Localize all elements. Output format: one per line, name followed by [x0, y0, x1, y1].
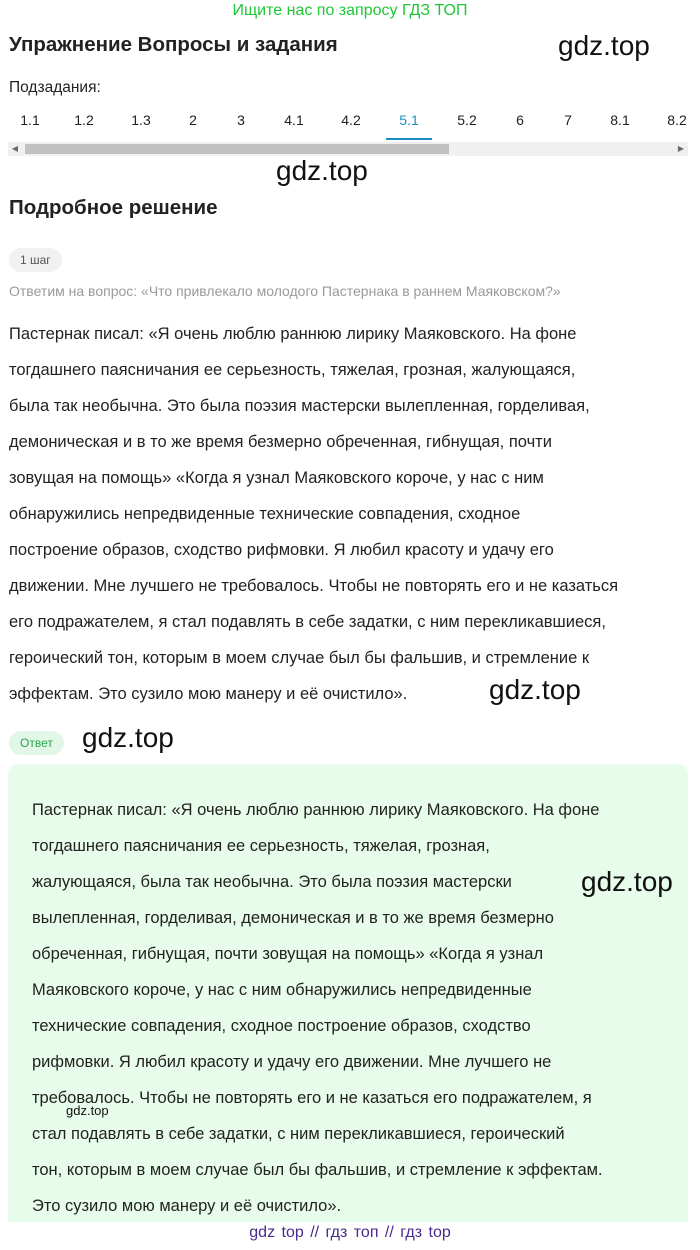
answer-line: тогдашнего паясничания ее серьезность, тяжелая, грозная,	[32, 837, 490, 855]
solution-line: эффектам. Это сузило мою манеру и её очистило».	[9, 685, 408, 703]
tab-5-2[interactable]: 5.2	[457, 112, 477, 128]
answer-line: вылепленная, горделивая, демоническая и в то же время безмерно	[32, 909, 554, 927]
watermark-small: gdz.top	[66, 1103, 109, 1118]
solution-line: героический тон, которым в моем случае был бы фальшив, и стремление к	[9, 649, 590, 667]
solution-title: Подробное решение	[9, 196, 218, 219]
watermark: gdz.top	[82, 722, 174, 753]
answer-line: тон, которым в моем случае был бы фальшив, и стремление к эффектам.	[32, 1161, 603, 1179]
footer-links: gdz top // гдз топ // гдз top	[249, 1224, 451, 1241]
solution-text	[9, 316, 694, 712]
solution-line: построение образов, сходство рифмовки. Я любил красоту и удачу его	[9, 541, 554, 559]
tab-1-2[interactable]: 1.2	[74, 112, 94, 128]
tab-8-2[interactable]: 8.2	[667, 112, 687, 128]
solution-line: обнаружились непредвиденные технические совпадения, сходное	[9, 505, 521, 523]
solution-line: демоническая и в то же время безмерно обреченная, гибнущая, почти	[9, 433, 552, 451]
solution-line: тогдашнего паясничания ее серьезность, тяжелая, грозная, жалующаяся,	[9, 361, 576, 379]
scrollbar-thumb[interactable]	[25, 144, 449, 154]
tab-7[interactable]: 7	[564, 112, 572, 128]
solution-line: Пастернак писал: «Я очень люблю раннюю лирику Маяковского. На фоне	[9, 325, 577, 343]
tab-4-2[interactable]: 4.2	[341, 112, 361, 128]
watermark: gdz.top	[489, 674, 581, 705]
answer-line: рифмовки. Я любил красоту и удачу его движении. Мне лучшего не	[32, 1053, 552, 1071]
tab-4-1[interactable]: 4.1	[284, 112, 304, 128]
page-title: Упражнение Вопросы и задания	[9, 33, 338, 56]
search-banner: Ищите нас по запросу ГДЗ ТОП	[232, 2, 468, 19]
tab-1-1[interactable]: 1.1	[20, 112, 40, 128]
watermark: gdz.top	[558, 30, 650, 61]
tab-8-1[interactable]: 8.1	[610, 112, 630, 128]
watermark: gdz.top	[581, 866, 673, 897]
subtasks-label: Подзадания:	[9, 79, 101, 96]
answer-line: стал подавлять в себе задатки, с ним перекликавшиеся, героический	[32, 1125, 565, 1143]
answer-line: Это сузило мою манеру и её очистило».	[32, 1197, 342, 1215]
subtask-tabs	[0, 104, 700, 140]
tabs-scrollbar[interactable]	[8, 142, 688, 156]
scroll-left-icon[interactable]: ◀	[11, 144, 19, 153]
scroll-right-icon[interactable]: ▶	[677, 144, 685, 153]
solution-line: движении. Мне лучшего не требовалось. Чтобы не повторять его и не казаться	[9, 577, 619, 595]
answer-line: обреченная, гибнущая, почти зовущая на помощь» «Когда я узнал	[32, 945, 544, 963]
tab-1-3[interactable]: 1.3	[131, 112, 151, 128]
answer-line: жалующаяся, была так необычна. Это была поэзия мастерски	[32, 873, 512, 891]
answer-badge: Ответ	[9, 731, 64, 755]
tab-2[interactable]: 2	[189, 112, 197, 128]
answer-line: Пастернак писал: «Я очень люблю раннюю лирику Маяковского. На фоне	[32, 801, 600, 819]
solution-line: была так необычна. Это была поэзия мастерски вылепленная, горделивая,	[9, 397, 590, 415]
solution-line: зовущая на помощь» «Когда я узнал Маяковского короче, у нас с ним	[9, 469, 544, 487]
tab-3[interactable]: 3	[237, 112, 245, 128]
step-badge: 1 шаг	[9, 248, 62, 272]
question-text: Ответим на вопрос: «Что привлекало молодого Пастернака в раннем Маяковском?»	[9, 283, 561, 299]
tab-6[interactable]: 6	[516, 112, 524, 128]
answer-line: технические совпадения, сходное построение образов, сходство	[32, 1017, 531, 1035]
answer-text	[32, 792, 687, 1224]
tab-5-1[interactable]: 5.1	[386, 104, 432, 140]
solution-line: его подражателем, я стал подавлять в себе задатки, с ним перекликавшиеся,	[9, 613, 606, 631]
answer-line: Маяковского короче, у нас с ним обнаружились непредвиденные	[32, 981, 532, 999]
watermark: gdz.top	[276, 155, 368, 186]
answer-line: требовалось. Чтобы не повторять его и не казаться его подражателем, я	[32, 1089, 592, 1107]
